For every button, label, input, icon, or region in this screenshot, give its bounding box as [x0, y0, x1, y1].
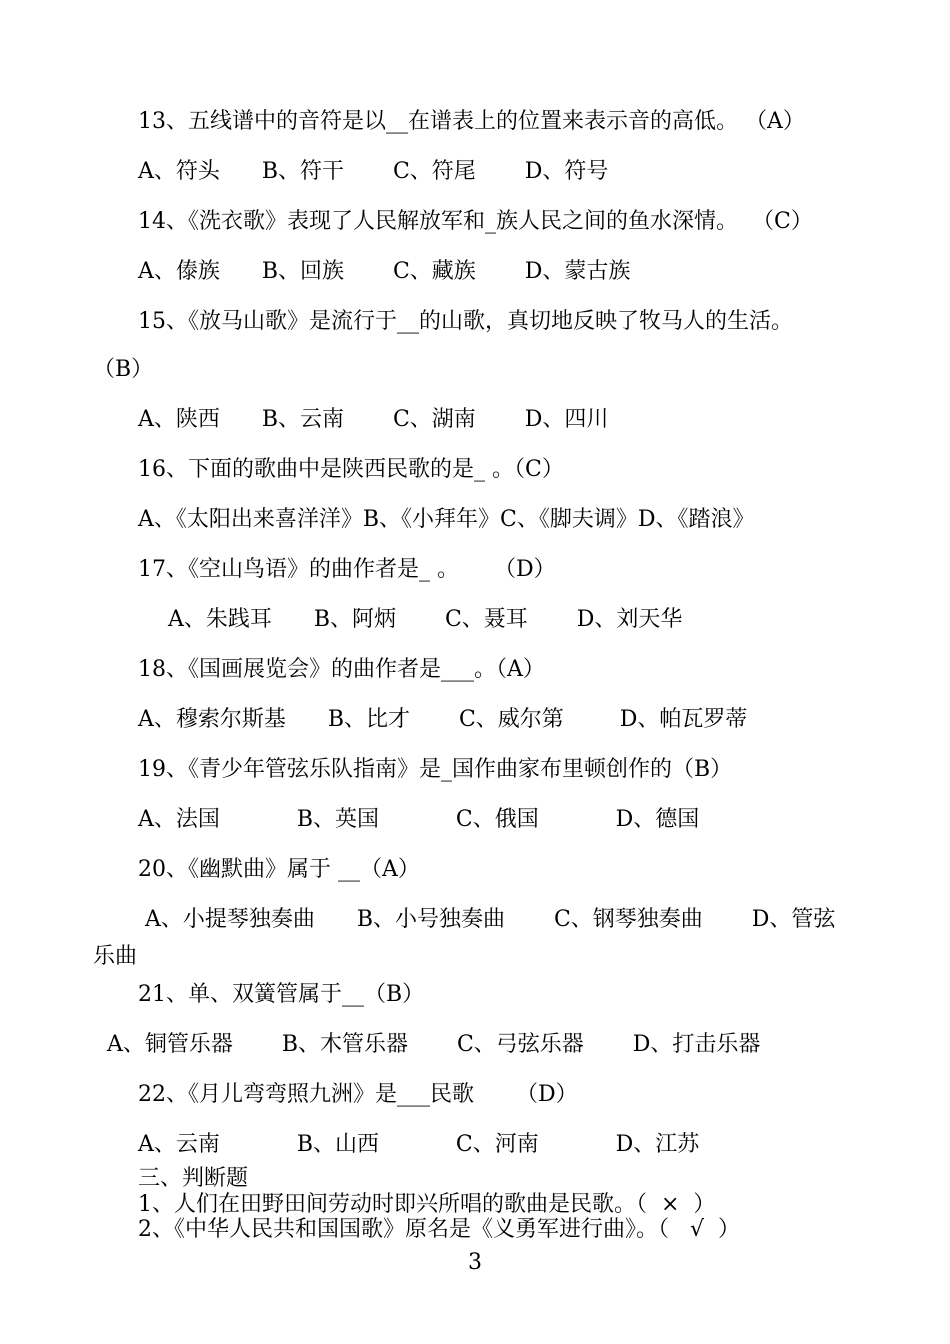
true-false-2: 2、《中华人民共和国国歌》原名是《义勇军进行曲》。（ √ ） — [138, 1217, 740, 1242]
question-21: 21、单、双簧管属于__（B） — [138, 982, 425, 1007]
section-heading: 三、判断题 — [138, 1166, 249, 1191]
question-20-options: A、小提琴独奏曲 B、小号独奏曲 C、钢琴独奏曲 D、管弦 — [145, 907, 836, 932]
question-19: 19、《青少年管弦乐队指南》是_国作曲家布里顿创作的（B） — [138, 757, 733, 782]
question-15-answer: （B） — [93, 357, 154, 382]
true-false-1: 1、人们在田野田间劳动时即兴所唱的歌曲是民歌。（ × ） — [138, 1192, 716, 1217]
question-14: 14、《洗衣歌》表现了人民解放军和_族人民之间的鱼水深情。 （C） — [138, 209, 813, 234]
question-18-options: A、穆索尔斯基 B、比才 C、威尔第 D、帕瓦罗蒂 — [138, 707, 748, 732]
question-18: 18、《国画展览会》的曲作者是___。（A） — [138, 657, 545, 682]
question-22: 22、《月儿弯弯照九洲》是___民歌 （D） — [138, 1082, 578, 1107]
question-22-options: A、云南 B、山西 C、河南 D、江苏 — [138, 1132, 700, 1157]
question-16: 16、下面的歌曲中是陕西民歌的是_ 。（C） — [138, 457, 564, 482]
question-19-options: A、法国 B、英国 C、俄国 D、德国 — [138, 807, 700, 832]
question-14-options: A、傣族 B、回族 C、藏族 D、蒙古族 — [138, 259, 631, 284]
question-15-options: A、陕西 B、云南 C、湖南 D、四川 — [138, 407, 609, 432]
question-16-options: A、《太阳出来喜洋洋》B、《小拜年》C、《脚夫调》D、《踏浪》 — [138, 507, 755, 532]
question-13-options: A、符头 B、符干 C、符尾 D、符号 — [138, 159, 609, 184]
question-20-options-continued: 乐曲 — [93, 944, 138, 969]
question-20: 20、《幽默曲》属于 __（A） — [138, 857, 420, 882]
question-17: 17、《空山鸟语》的曲作者是_ 。 （D） — [138, 557, 556, 582]
question-13: 13、五线谱中的音符是以__在谱表上的位置来表示音的高低。 （A） — [138, 109, 805, 134]
question-21-options: A、铜管乐器 B、木管乐器 C、弓弦乐器 D、打击乐器 — [107, 1032, 761, 1057]
question-15: 15、《放马山歌》是流行于__的山歌，真切地反映了牧马人的生活。 — [138, 309, 793, 334]
question-17-options: A、朱践耳 B、阿炳 C、聂耳 D、刘天华 — [168, 607, 683, 632]
page-number: 3 — [468, 1250, 482, 1275]
